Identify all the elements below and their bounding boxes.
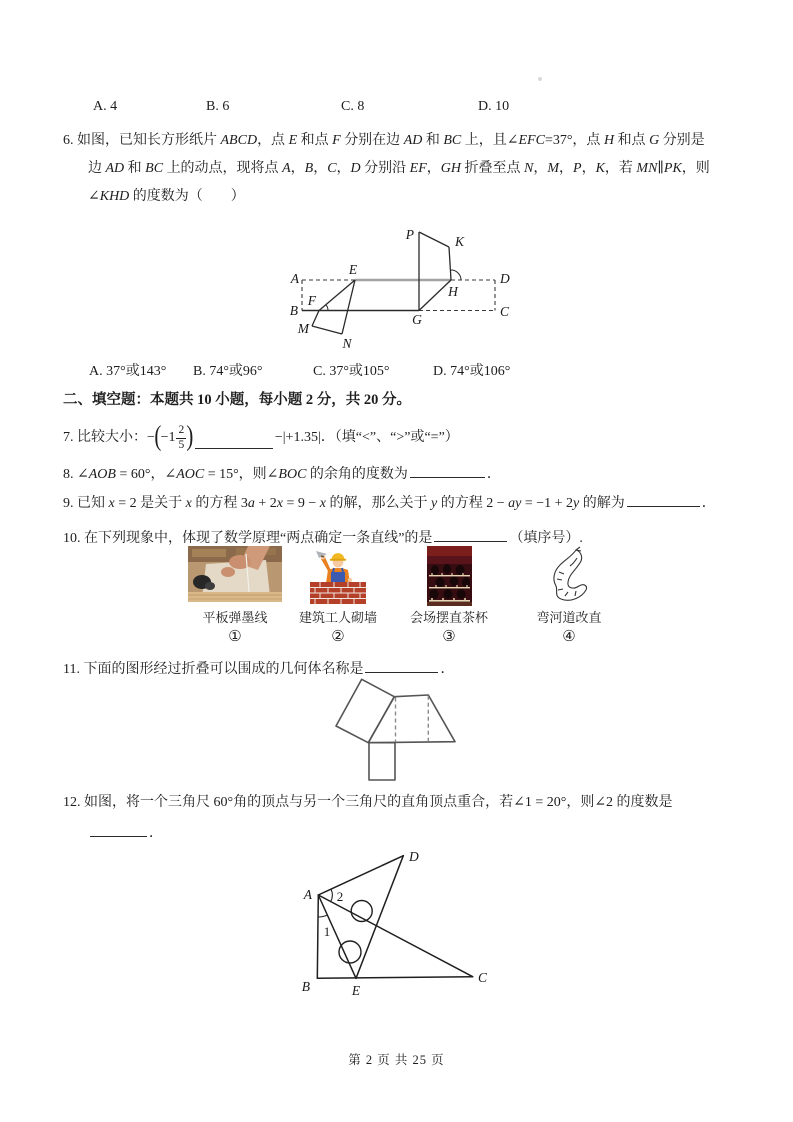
- section2-header: 二、填空题：本题共 10 小题，每小题 2 分，共 20 分。: [63, 392, 411, 408]
- option-c: C. 37°或105°: [313, 364, 390, 379]
- math-expression: [147, 422, 193, 454]
- fraction-denominator: 5: [178, 438, 185, 451]
- answer-blank: [410, 463, 485, 478]
- question7-suffix: ．（填“<”、“>”或“=”）: [320, 430, 459, 445]
- point-label-D: D: [500, 271, 510, 286]
- image-caption: 弯河道改直: [536, 610, 602, 625]
- open-paren: (: [154, 420, 162, 452]
- point-label-C: C: [478, 970, 488, 985]
- point-label-K: K: [455, 234, 465, 249]
- answer-blank: [434, 527, 507, 542]
- question10-text: 10. 在下列现象中，体现了数学原理“两点确定一条直线”的是: [63, 531, 433, 546]
- period: ．: [701, 496, 716, 511]
- question6-options-row: [0, 362, 793, 382]
- point-label-M: M: [297, 321, 309, 336]
- answer-blank: [90, 822, 147, 837]
- question8-text: 8. ∠AOB = 60°，∠AOC = 15°，则∠BOC 的余角的度数为: [63, 467, 408, 482]
- question12-line1: 12. 如图，将一个三角尺 60°角的顶点与另一个三角尺的直角顶点重合，若∠1 = 20°，则∠2 的度数是: [63, 795, 673, 810]
- absolute-value-term: −|+1.35|: [274, 430, 321, 445]
- point-label-N: N: [342, 336, 352, 351]
- mixed-number: −1: [160, 430, 176, 445]
- fraction: [176, 424, 186, 451]
- question5-options-row: [0, 97, 793, 117]
- point-label-A: A: [290, 271, 299, 286]
- angle-label-2: 2: [336, 889, 344, 904]
- photo-teacup-rows: [427, 546, 472, 606]
- question9-text: 9. 已知 x = 2 是关于 x 的方程 3a + 2x = 9 − x 的解，那么关于 y 的方程 2 − ay = −1 + 2y 的解为: [63, 496, 625, 511]
- question7: [63, 420, 459, 456]
- angle-label-1: 1: [323, 924, 331, 939]
- answer-blank: [627, 492, 700, 507]
- circled-number: ③: [442, 629, 456, 645]
- question12-line2: [88, 822, 163, 844]
- fraction-numerator: 2: [176, 424, 186, 438]
- phenomenon-item-4: [514, 546, 624, 648]
- question7-text: 7. 比较大小：: [63, 430, 147, 445]
- phenomenon-item-3: [394, 546, 504, 648]
- point-label-A: A: [303, 887, 312, 902]
- question8: [63, 463, 501, 485]
- close-paren: ): [186, 420, 194, 452]
- phenomenon-item-1: [180, 546, 290, 648]
- page-footer: 第 2 页 共 25 页: [348, 1053, 445, 1067]
- option-d: D. 74°或106°: [433, 364, 511, 379]
- option-b: B. 74°或96°: [193, 364, 263, 379]
- option-d: D. 10: [478, 99, 510, 114]
- drawing-river-bend: [545, 546, 593, 608]
- option-a: A. 4: [93, 99, 118, 114]
- option-a: A. 37°或143°: [89, 364, 167, 379]
- answer-blank: [195, 434, 273, 449]
- question6-line1: 6. 如图，已知长方形纸片 ABCD，点 E 和点 F 分别在边 AD 和 BC 上，且∠EFC=37°，点 H 和点 G 分别是: [63, 133, 705, 148]
- point-label-D: D: [409, 849, 419, 864]
- point-label-F: F: [307, 293, 316, 308]
- question11-net-figure: [330, 674, 460, 784]
- circled-number: ①: [228, 629, 242, 645]
- point-label-H: H: [448, 284, 458, 299]
- point-label-B: B: [301, 979, 310, 994]
- circled-number: ④: [562, 629, 576, 645]
- point-label-E: E: [348, 262, 358, 277]
- question9: [63, 492, 716, 514]
- question10-suffix: （填序号）.: [509, 531, 583, 546]
- image-caption: 建筑工人砌墙: [298, 610, 377, 625]
- period: ．: [440, 662, 455, 677]
- image-caption: 平板弹墨线: [202, 610, 268, 625]
- question11-text: 11. 下面的图形经过折叠可以围成的几何体名称是: [63, 662, 364, 677]
- scan-artifact-dot: [538, 77, 542, 81]
- option-c: C. 8: [341, 99, 365, 114]
- photo-chalk-line: [188, 546, 282, 602]
- image-caption: 会场摆直茶杯: [409, 610, 488, 625]
- answer-blank: [365, 658, 438, 673]
- minus-sign: −: [147, 430, 155, 445]
- question6-line2: 边 AD 和 BC 上的动点，现将点 A，B，C，D 分别沿 EF，GH 折叠至点 N，M，P，K，若 MN∥PK，则: [88, 161, 710, 176]
- circled-number: ②: [331, 629, 345, 645]
- period: ．: [149, 826, 163, 841]
- question6-folded-rectangle-figure: [283, 221, 518, 353]
- point-label-G: G: [412, 312, 422, 327]
- point-label-P: P: [405, 227, 414, 242]
- phenomenon-item-2: [283, 546, 393, 648]
- question6-line3: ∠KHD 的度数为（ ）: [88, 189, 245, 204]
- period: ．: [486, 467, 501, 482]
- point-label-B: B: [289, 303, 298, 318]
- illustration-bricklayer: [308, 548, 368, 605]
- point-label-C: C: [500, 304, 510, 319]
- option-b: B. 6: [206, 99, 230, 114]
- question12-triangle-rulers-figure: [298, 848, 498, 1000]
- point-label-E: E: [351, 983, 361, 998]
